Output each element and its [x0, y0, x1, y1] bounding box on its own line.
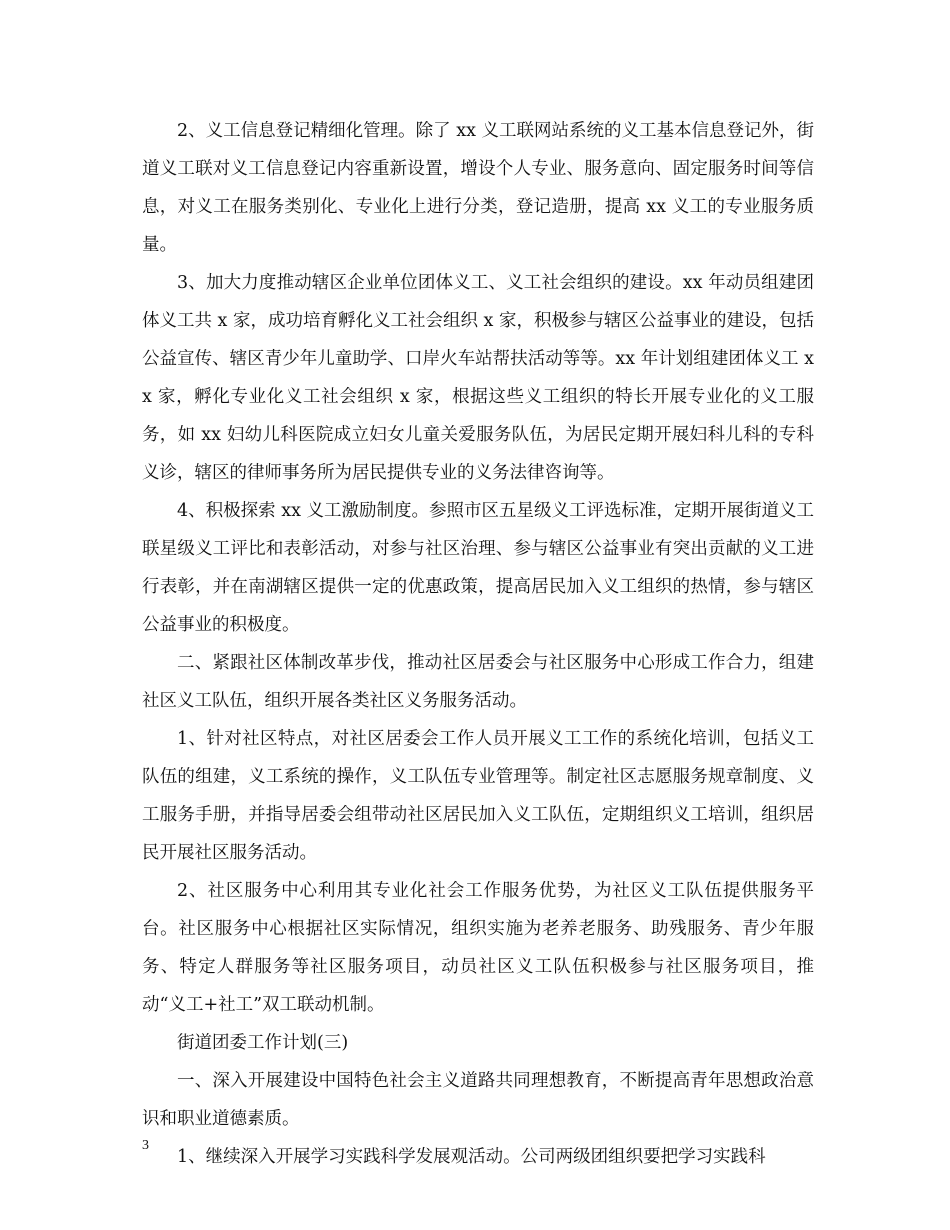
paragraph-volunteer-registration: 2、义工信息登记精细化管理。除了 xx 义工联网站系统的义工基本信息登记外，街道义工联对义工信息登记内容重新设置，增设个人专业、服务意向、固定服务时间等信息，对义工在服务类别化、专业化上进行分类，登记造册，提高 xx 义工的专业服务质量。 — [142, 121, 814, 255]
document-body — [142, 112, 814, 1176]
paragraph-section-two-heading: 二、紧跟社区体制改革步伐，推动社区居委会与社区服务中心形成工作合力，组建社区义工队伍，组织开展各类社区义务服务活动。 — [142, 653, 814, 711]
paragraph-group-volunteer-organizations: 3、加大力度推动辖区企业单位团体义工、义工社会组织的建设。xx 年动员组建团体义工共 x 家，成功培育孵化义工社会组织 x 家，积极参与辖区公益事业的建设，包括公益宣传、辖区青少年儿童助学、口岸火车站帮扶活动等等。xx 年计划组建团体义工 xx 家，孵化专业化义工社会组织 x 家，根据这些义工组织的特长开展专业化的义工服务，如 xx 妇幼儿科医院成立妇女儿童关爱服务队伍，为居民定期开展妇科儿科的专科义诊，辖区的律师事务所为居民提供专业的义务法律咨询等。 — [142, 273, 814, 483]
paragraph-ideal-education: 一、深入开展建设中国特色社会主义道路共同理想教育，不断提高青年思想政治意识和职业道德素质。 — [142, 1071, 814, 1129]
paragraph-volunteer-incentives: 4、积极探索 xx 义工激励制度。参照市区五星级义工评选标准，定期开展街道义工联星级义工评比和表彰活动，对参与社区治理、参与辖区公益事业有突出贡献的义工进行表彰，并在南湖辖区提供一定的优惠政策，提高居民加入义工组织的热情，参与辖区公益事业的积极度。 — [142, 501, 814, 635]
section-title-plan-three: 街道团委工作计划(三) — [177, 1033, 349, 1053]
paragraph-community-training: 1、针对社区特点，对社区居委会工作人员开展义工工作的系统化培训，包括义工队伍的组建，义工系统的操作，义工队伍专业管理等。制定社区志愿服务规章制度、义工服务手册，并指导居委会组带动社区居民加入义工队伍，定期组织义工培训，组织居民开展社区服务活动。 — [142, 729, 814, 863]
page-number: 3 — [142, 1138, 149, 1153]
paragraph-service-center-platform: 2、社区服务中心利用其专业化社会工作服务优势，为社区义工队伍提供服务平台。社区服务中心根据社区实际情况，组织实施为老养老服务、助残服务、青少年服务、特定人群服务等社区服务项目，动员社区义工队伍积极参与社区服务项目，推动“义工+社工”双工联动机制。 — [142, 881, 814, 1015]
paragraph-scientific-development: 1、继续深入开展学习实践科学发展观活动。公司两级团组织要把学习实践科 — [177, 1147, 766, 1167]
